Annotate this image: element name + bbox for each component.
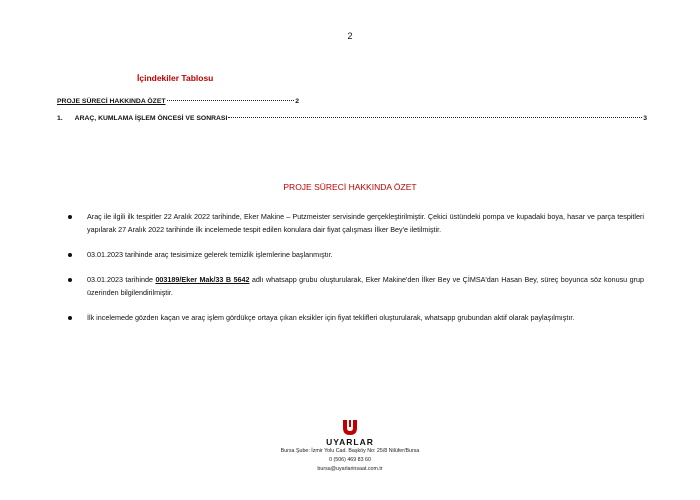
toc-entry-number: 1. xyxy=(57,115,63,122)
brand-name: UYARLAR xyxy=(326,437,374,447)
page-number: 2 xyxy=(347,31,353,41)
section-heading: PROJE SÜRECİ HAKKINDA ÖZET xyxy=(283,182,417,192)
summary-bullet-list xyxy=(64,210,644,336)
toc-entry-page: 3 xyxy=(643,115,647,122)
list-item xyxy=(64,210,644,236)
bullet-text: İlk incelemede gözden kaçan ve araç işlem gördükçe ortaya çıkan eksikler için fiyat teklifleri oluşturularak, whatsapp grubundan aktif olarak paylaşılmıştır. xyxy=(87,313,575,322)
toc-entry-summary[interactable] xyxy=(57,93,299,105)
whatsapp-group-name: 003189/Eker Mak/33 B 5642 xyxy=(155,275,250,284)
toc-entry-vehicle[interactable] xyxy=(57,110,647,122)
bullet-icon xyxy=(68,253,72,257)
bullet-text-prefix: 03.01.2023 tarihinde xyxy=(87,275,156,284)
bullet-text: Araç ile ilgili ilk tespitler 22 Aralık 2022 tarihinde, Eker Makine – Putzmeister servisinde gerçekleştirilmiştir. Çekici üstündeki pompa ve kupadaki boya, hasar ve parça tespitleri yapılarak 27 Aralık 2022 tarihinde ilk incelemede tespit edilen konulara dair fiyat çalışması İlker Bey'e iletilmiştir. xyxy=(87,212,644,234)
bullet-icon xyxy=(68,215,72,219)
list-item xyxy=(64,273,644,299)
toc-leader-dots xyxy=(167,91,295,101)
bullet-icon xyxy=(68,316,72,320)
page-footer xyxy=(0,420,700,474)
uyarlar-logo-icon xyxy=(340,420,360,436)
toc-entry-label: ARAÇ, KUMLAMA İŞLEM ÖNCESİ VE SONRASI xyxy=(74,115,228,122)
list-item xyxy=(64,311,644,324)
footer-email[interactable]: bursa@uyarlarinsaat.com.tr xyxy=(317,466,383,472)
bullet-icon xyxy=(68,278,72,282)
toc-entry-label: PROJE SÜRECİ HAKKINDA ÖZET xyxy=(57,98,166,105)
list-item xyxy=(64,248,644,261)
footer-phone: 0 (506) 469 83 60 xyxy=(329,457,371,463)
bullet-text-suffix: adlı whatsapp grubu oluşturularak, Eker Makine'den İlker Bey ve ÇİMSA'dan Hasan Bey, süreç boyunca söz konusu grup üzerinden bilgilendirilmiştir. xyxy=(87,275,644,297)
footer-address: Bursa Şube: İzmir Yolu Cad. Başköy No: 25/8 Nilüfer/Bursa xyxy=(280,448,420,454)
toc-leader-dots xyxy=(228,108,642,118)
toc-entry-page: 2 xyxy=(295,98,299,105)
bullet-text: 03.01.2023 tarihinde araç tesisimize gelerek temizlik işlemlerine başlanmıştır. xyxy=(87,250,333,259)
toc-title: İçindekiler Tablosu xyxy=(137,73,214,83)
